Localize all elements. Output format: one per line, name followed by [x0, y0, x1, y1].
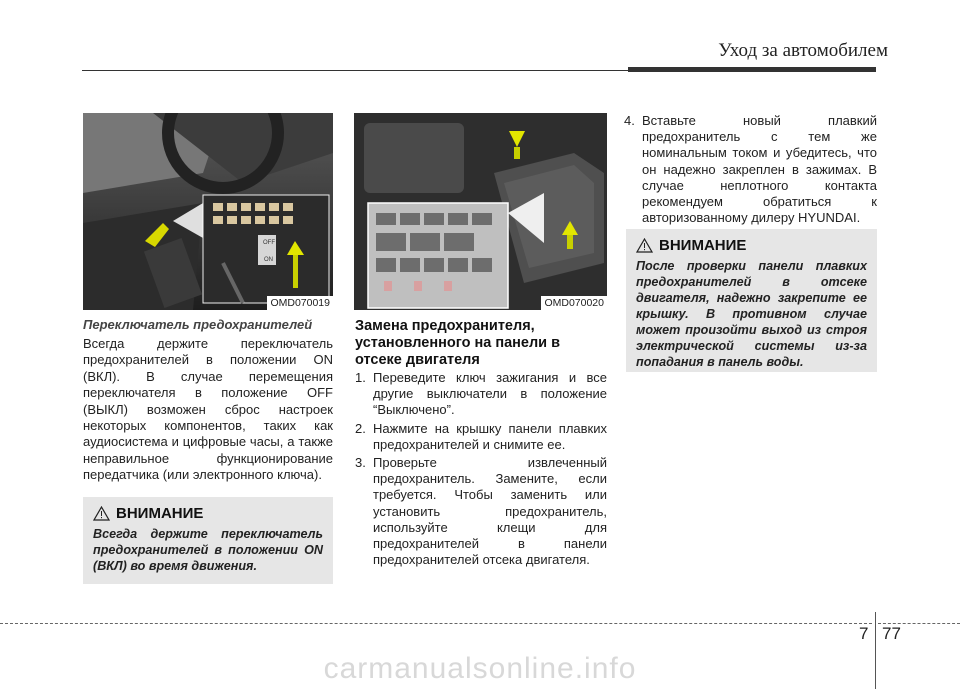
photo-caption: Переключатель предохранителей	[83, 317, 313, 332]
warning-box-left	[83, 497, 333, 584]
step-number: 2.	[355, 420, 366, 436]
step-text: Проверьте извлеченный предохранитель. Замените, если требуется. Чтобы заменить или установить предохранитель, используйте клещи для предохранителей в панели предохранителей отсека двигателя.	[373, 455, 607, 568]
watermark: carmanualsonline.info	[323, 652, 637, 685]
page-header-title: Уход за автомобилем	[718, 40, 888, 61]
switch-on-label: ON	[264, 257, 273, 263]
photo-fuse-switch	[83, 113, 333, 310]
warning-header	[636, 237, 867, 254]
fuse-switch-paragraph: Всегда держите переключатель предохранителей в положении ON (ВКЛ). В случае перемещения переключателя в положение OFF (ВЫКЛ) возможен сброс настроек некоторых компонентов, таких как аудиосистема и цифровые часы, а также неправильное функционирование передатчика (или электронного ключа).	[83, 336, 333, 483]
footer-rule	[0, 623, 872, 624]
steps-list-middle	[355, 370, 607, 570]
switch-off-label: OFF	[263, 240, 275, 246]
step-text: Нажмите на крышку панели плавких предохранителей и снимите ее.	[373, 420, 607, 452]
step-number: 3.	[355, 455, 366, 471]
warning-text: Всегда держите переключатель предохранителей в положении ON (ВКЛ) во время движения.	[93, 527, 323, 573]
step-number: 1.	[355, 370, 366, 385]
chapter-number: 7	[859, 624, 869, 643]
warning-triangle-icon	[93, 506, 110, 521]
dashboard-illustration	[83, 113, 333, 310]
step-number: 4.	[624, 113, 635, 128]
list-item	[624, 113, 877, 226]
warning-title: ВНИМАНИЕ	[659, 237, 747, 254]
list-item	[355, 370, 607, 419]
list-item	[355, 455, 607, 568]
photo-engine-fuse-panel	[354, 113, 607, 310]
warning-triangle-icon	[636, 238, 653, 253]
list-item	[355, 421, 607, 453]
step-text: Переведите ключ зажигания и все другие выключатели в положение “Выключено”.	[373, 370, 607, 418]
page-number: 77	[882, 624, 901, 643]
header-rule-accent	[628, 67, 876, 72]
photo-code: OMD070019	[267, 296, 333, 310]
warning-box-right	[626, 229, 877, 372]
photo-code: OMD070020	[541, 296, 607, 310]
section-title: Замена предохранителя, установленного на панели в отсеке двигателя	[355, 318, 561, 368]
warning-header	[93, 505, 323, 522]
step-text: Вставьте новый плавкий предохранитель с тем же номинальным током и убедитесь, что он надежно закреплен в зажимах. В случае неплотного контакта рекомендуем обратиться к авторизованному дилеру HYUNDAI.	[642, 113, 877, 226]
warning-text: После проверки панели плавких предохранителей в отсеке двигателя, надежно закрепите ее крышку. В противном случае может произойти выход из строя электрической системы из-за попадания в панель воды.	[636, 259, 867, 369]
warning-title: ВНИМАНИЕ	[116, 505, 204, 522]
steps-list-right	[624, 113, 877, 228]
header-rule	[82, 70, 628, 71]
engine-bay-illustration	[354, 113, 607, 310]
